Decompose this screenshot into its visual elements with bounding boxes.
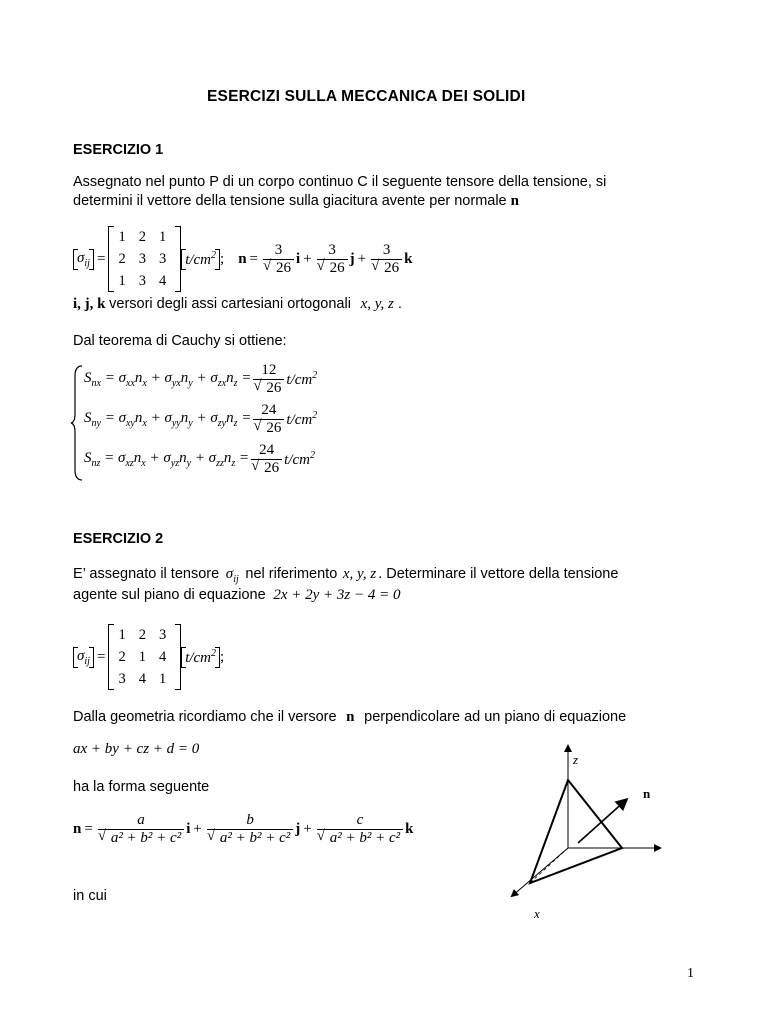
page-number: 1 xyxy=(687,966,694,981)
ex1-unit: $t/cm^2$ xyxy=(181,249,220,270)
x-label: x xyxy=(534,906,540,921)
n-coeff-z: 3 √ 26 xyxy=(371,242,402,277)
ex1-intro-line1: Assegnato nel punto P di un corpo continuo C il seguente tensore della tensione, si xyxy=(73,174,607,190)
plane-normal-figure xyxy=(500,740,670,930)
normal-vector-symbol: n xyxy=(510,193,520,209)
ex1-stress-matrix: 1 2 1 2 3 3 1 3 4 xyxy=(108,226,181,292)
cauchy-row-z: $S_{nz} = \sigma_{xz}n_x + \sigma_{yz}n_y + \sigma_{zz}n_z$ = 24 √ 26 $t/cm^2$ xyxy=(84,442,315,477)
page-title: ESERCIZI SULLA MECCANICA DEI SOLIDI xyxy=(207,88,526,105)
normal-arrow xyxy=(578,800,626,843)
cauchy-row-y: $S_{ny} = \sigma_{xy}n_x + \sigma_{yy}n_y + \sigma_{zy}n_z$ = 24 √ 26 $t/cm^2$ xyxy=(84,402,317,437)
geometry-text: Dalla geometria ricordiamo che il versore n perpendicolare ad un piano di equazione xyxy=(73,709,627,725)
z-label: z xyxy=(573,752,579,767)
ex2-line2: agente sul piano di equazione 2x + 2y + 3z − 4 = 0 xyxy=(73,587,401,603)
plane-equation: 2x + 2y + 3z − 4 = 0 xyxy=(273,587,401,603)
n-label: n xyxy=(643,786,651,801)
ex2-tensor-equation: $\sigma_{ij}$ = 1 2 3 2 1 4 3 4 1 $t/cm^2$ ; xyxy=(73,624,224,690)
cauchy-text: Dal teorema di Cauchy si ottiene: xyxy=(73,333,287,349)
cauchy-row-x: $S_{nx} = \sigma_{xx}n_x + \sigma_{yx}n_y + \sigma_{zx}n_z$ = 12 √ 26 $t/cm^2$ xyxy=(84,362,317,397)
form-text: ha la forma seguente xyxy=(73,779,210,795)
system-brace xyxy=(70,364,84,482)
in-cui-text: in cui xyxy=(73,888,107,904)
tensor-symbol: $\sigma_{ij}$ xyxy=(73,249,94,270)
exercise-1-heading: ESERCIZIO 1 xyxy=(73,142,164,158)
ex2-stress-matrix: 1 2 3 2 1 4 3 4 1 xyxy=(108,624,181,690)
n-coeff-y: 3 √ 26 xyxy=(317,242,348,277)
exercise-2-heading: ESERCIZIO 2 xyxy=(73,531,164,547)
general-plane-equation: ax + by + cz + d = 0 xyxy=(73,741,200,757)
ex1-tensor-equation: $\sigma_{ij}$ = 1 2 1 2 3 3 1 3 4 $t/cm^2$ ; n = 3 √ 26 i + 3 √ 26 j + 3 √ 26 k xyxy=(73,226,412,292)
ex2-line1: E’ assegnato il tensore $\sigma_{ij}$ nel riferimento x, y, z . Determinare il vettore della tensione xyxy=(73,566,619,585)
plane-triangle xyxy=(530,780,622,883)
n-symbol: n xyxy=(238,250,247,267)
ex1-intro-line2: determini il vettore della tensione sulla giacitura avente per normale n xyxy=(73,193,520,209)
normal-versor-formula: n = a √ a² + b² + c² i + b √ a² + b² + c² j + c √ a² + b² + c² k xyxy=(73,812,413,847)
versori-line: i, j, k versori degli assi cartesiani ortogonali x, y, z . xyxy=(73,296,402,312)
n-coeff-x: 3 √ 26 xyxy=(263,242,294,277)
